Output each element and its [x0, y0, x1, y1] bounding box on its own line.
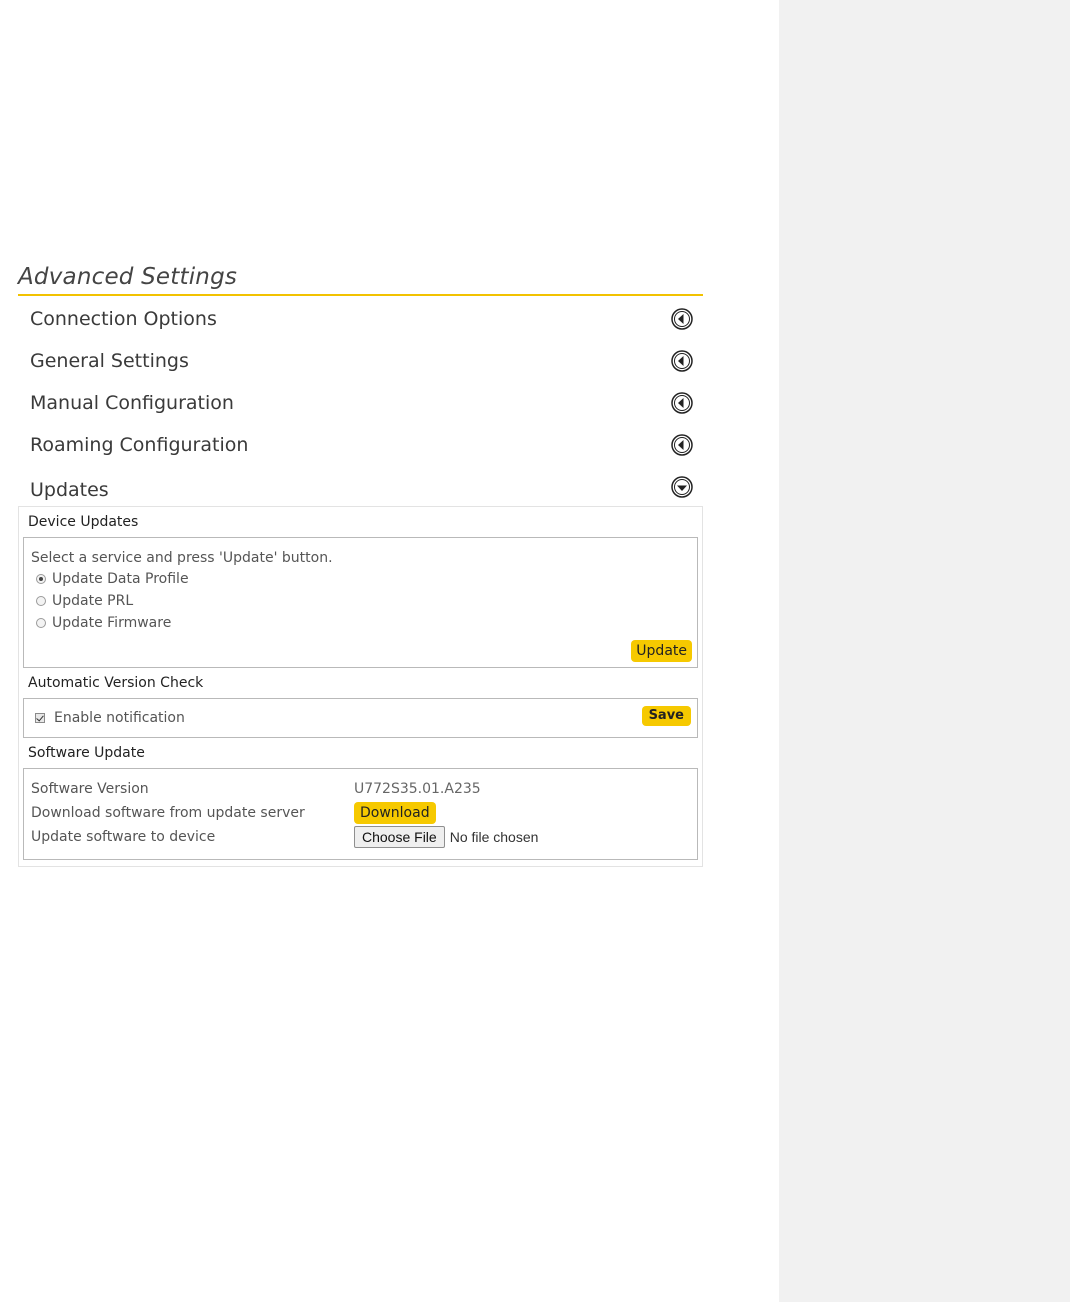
download-button[interactable]: Download	[354, 802, 436, 824]
device-updates-title: Device Updates	[28, 514, 139, 530]
radio-button[interactable]	[36, 596, 46, 606]
automatic-version-check-title: Automatic Version Check	[28, 675, 204, 691]
no-file-chosen-text: No file chosen	[449, 829, 539, 845]
software-version-value: U772S35.01.A235	[354, 781, 481, 797]
arrow-left-circle-icon[interactable]	[671, 392, 693, 414]
radio-label: Update PRL	[52, 593, 134, 609]
page-title: Advanced Settings	[18, 262, 703, 296]
updates-panel	[18, 506, 703, 867]
radio-update-prl[interactable]	[31, 590, 691, 612]
accordion-label: Updates	[30, 479, 109, 501]
choose-file-button[interactable]: Choose File	[354, 826, 445, 848]
right-side-panel	[779, 0, 1070, 1302]
update-software-row	[31, 825, 691, 849]
enable-notification-checkbox[interactable]	[35, 713, 45, 723]
checkbox-label: Enable notification	[54, 710, 185, 726]
accordion-manual-configuration[interactable]	[18, 382, 703, 424]
download-label: Download software from update server	[31, 805, 305, 821]
accordion-updates[interactable]	[18, 466, 703, 506]
accordion-label: Connection Options	[30, 308, 217, 330]
accordion-general-settings[interactable]	[18, 340, 703, 382]
device-updates-instruction: Select a service and press 'Update' button.	[31, 550, 333, 566]
accordion-connection-options[interactable]	[18, 298, 703, 340]
radio-label: Update Data Profile	[52, 571, 189, 587]
arrow-left-circle-icon[interactable]	[671, 308, 693, 330]
arrow-left-circle-icon[interactable]	[671, 350, 693, 372]
accordion-label: Manual Configuration	[30, 392, 234, 414]
automatic-version-check-box	[23, 698, 698, 738]
software-version-label: Software Version	[31, 781, 149, 797]
save-button[interactable]: Save	[642, 706, 691, 726]
radio-button[interactable]	[36, 574, 46, 584]
software-update-box	[23, 768, 698, 860]
download-row	[31, 801, 691, 825]
accordion-label: Roaming Configuration	[30, 434, 249, 456]
software-update-title: Software Update	[28, 745, 145, 761]
radio-button[interactable]	[36, 618, 46, 628]
device-updates-box	[23, 537, 698, 668]
radio-label: Update Firmware	[52, 615, 172, 631]
software-version-row	[31, 777, 691, 801]
update-button[interactable]: Update	[631, 640, 692, 662]
advanced-settings-content	[18, 262, 703, 867]
arrow-left-circle-icon[interactable]	[671, 434, 693, 456]
update-software-label: Update software to device	[31, 829, 216, 845]
radio-update-firmware[interactable]	[31, 612, 691, 634]
accordion-roaming-configuration[interactable]	[18, 424, 703, 466]
enable-notification-row[interactable]	[30, 705, 691, 731]
arrow-down-circle-icon[interactable]	[671, 476, 693, 498]
accordion-label: General Settings	[30, 350, 189, 372]
radio-update-data-profile[interactable]	[31, 568, 691, 590]
